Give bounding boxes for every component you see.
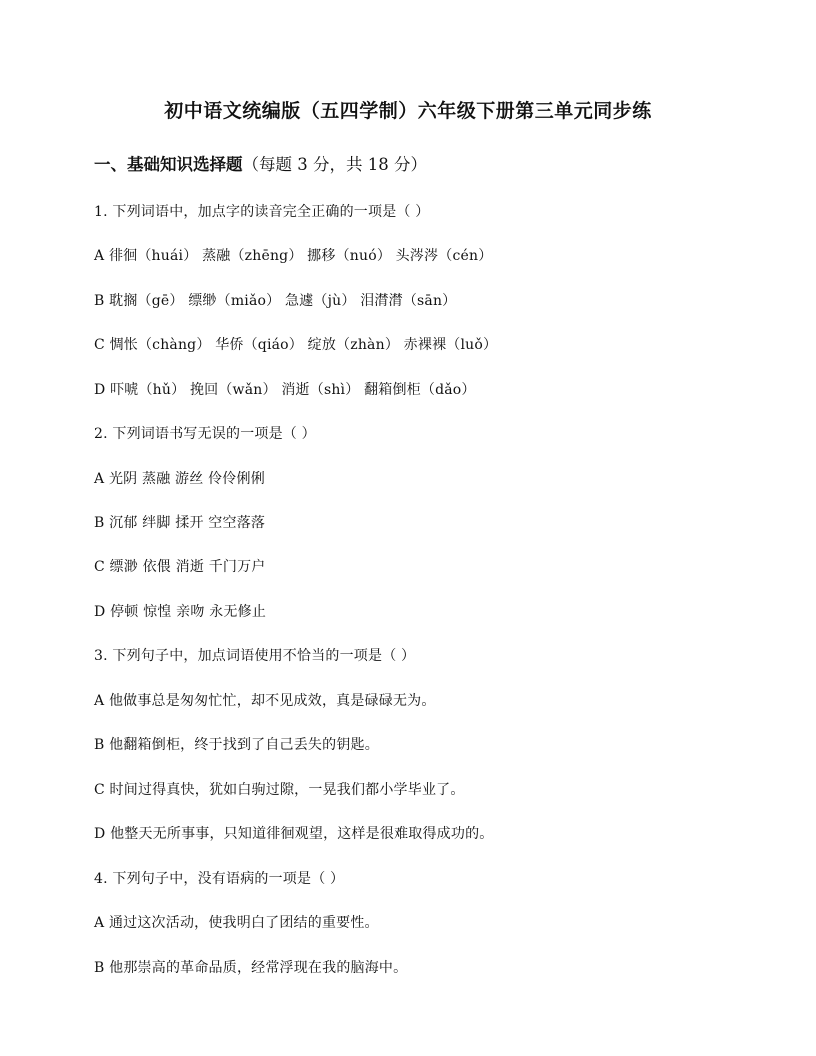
question-2-option-c: C 缥渺 依偎 消逝 千门万户 bbox=[94, 559, 266, 575]
section-heading-label: 一、基础知识选择题 bbox=[94, 155, 243, 174]
question-1-option-c: C 惆怅（chàng） 华侨（qiáo） 绽放（zhàn） 赤裸裸（luǒ） bbox=[94, 337, 498, 353]
question-3-option-a: A 他做事总是匆匆忙忙，却不见成效，真是碌碌无为。 bbox=[94, 693, 436, 709]
question-1-stem: 1. 下列词语中，加点字的读音完全正确的一项是（ ） bbox=[94, 204, 430, 220]
question-3-option-c: C 时间过得真快，犹如白驹过隙，一晃我们都小学毕业了。 bbox=[94, 782, 465, 798]
question-2-option-d: D 停顿 惊惶 亲吻 永无修止 bbox=[94, 604, 267, 620]
question-3-option-d: D 他整天无所事事，只知道徘徊观望，这样是很难取得成功的。 bbox=[94, 826, 494, 842]
question-2-option-a: A 光阴 蒸融 游丝 伶伶俐俐 bbox=[94, 471, 265, 487]
question-4-stem: 4. 下列句子中，没有语病的一项是（ ） bbox=[94, 871, 345, 887]
question-3-stem: 3. 下列句子中，加点词语使用不恰当的一项是（ ） bbox=[94, 648, 416, 664]
question-4-option-a: A 通过这次活动，使我明白了团结的重要性。 bbox=[94, 915, 379, 931]
section-heading bbox=[94, 151, 427, 175]
question-2-option-b: B 沉郁 绊脚 揉开 空空落落 bbox=[94, 515, 266, 531]
question-1-option-d: D 吓唬（hǔ） 挽回（wǎn） 消逝（shì） 翻箱倒柜（dǎo） bbox=[94, 382, 476, 398]
question-3-option-b: B 他翻箱倒柜，终于找到了自己丢失的钥匙。 bbox=[94, 737, 379, 753]
question-2-stem: 2. 下列词语书写无误的一项是（ ） bbox=[94, 426, 316, 442]
document-title: 初中语文统编版（五四学制）六年级下册第三单元同步练 bbox=[164, 100, 652, 122]
section-score-note: （每题 3 分，共 18 分） bbox=[242, 155, 427, 174]
question-4-option-b: B 他那崇高的革命品质，经常浮现在我的脑海中。 bbox=[94, 960, 408, 976]
question-1-option-a: A 徘徊（huái） 蒸融（zhēng） 挪移（nuó） 头涔涔（cén） bbox=[94, 248, 493, 264]
question-1-option-b: B 耽搁（gē） 缥缈（miǎo） 急遽（jù） 泪潸潸（sān） bbox=[94, 293, 457, 309]
